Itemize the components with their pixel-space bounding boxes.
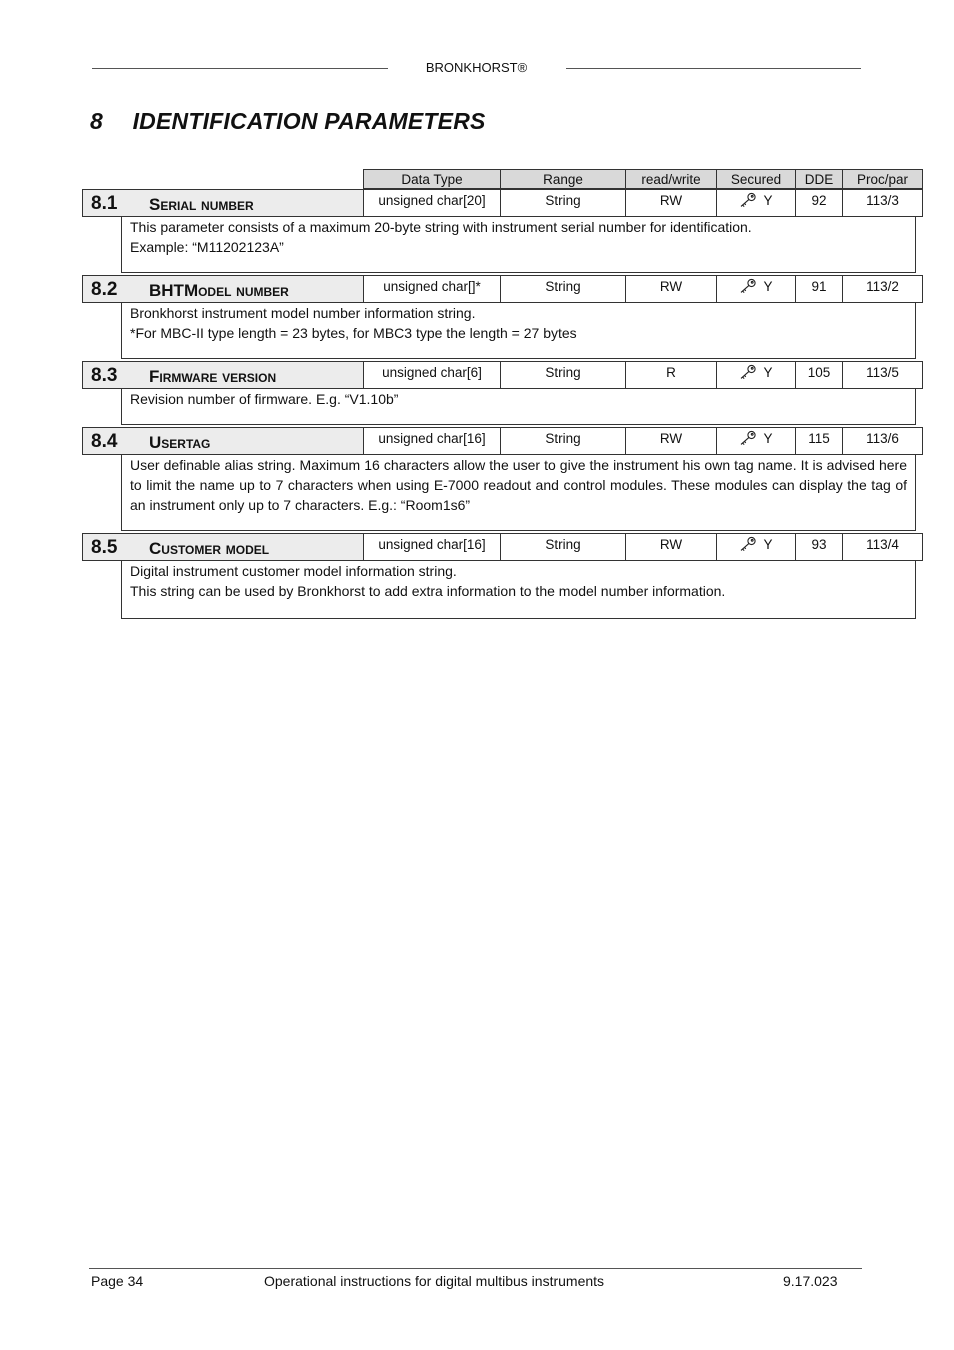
param-section-number: 8.1	[91, 193, 118, 214]
col-header-read-write: read/write	[625, 169, 717, 189]
param-range-cell: String	[500, 427, 626, 455]
header-rule-right	[566, 68, 861, 69]
param-range-cell: String	[500, 361, 626, 389]
col-header-data-type: Data Type	[363, 169, 501, 189]
param-secured-cell	[716, 533, 796, 561]
col-header-secured: Secured	[716, 169, 796, 189]
param-title-cell	[82, 361, 364, 389]
param-section-number: 8.5	[91, 537, 118, 558]
chapter-title: IDENTIFICATION PARAMETERS	[132, 108, 486, 134]
param-proc-par-cell: 113/2	[842, 275, 923, 303]
chapter-number: 8	[90, 108, 103, 134]
param-title-cell	[82, 427, 364, 455]
param-dde-cell: 105	[795, 361, 843, 389]
param-description-line: This string can be used by Bronkhorst to add extra information to the model number information.	[130, 583, 726, 599]
param-description	[121, 561, 916, 619]
param-section-number: 8.3	[91, 365, 118, 386]
footer-document-title: Operational instructions for digital multibus instruments	[264, 1273, 605, 1289]
param-title-cell	[82, 533, 364, 561]
param-description-line: Example: “M11202123A”	[130, 239, 284, 255]
param-description	[121, 455, 916, 531]
param-data-type-cell: unsigned char[]*	[363, 275, 501, 303]
param-data-type-cell: unsigned char[20]	[363, 189, 501, 217]
secured-value: Y	[763, 365, 773, 380]
param-description-line: *For MBC-II type length = 23 bytes, for MBC3 type the length = 27 bytes	[130, 325, 577, 341]
param-title-cell	[82, 275, 364, 303]
param-section-title: Serial number	[149, 195, 254, 214]
param-proc-par-cell: 113/3	[842, 189, 923, 217]
secured-value: Y	[763, 537, 773, 552]
param-dde-cell: 115	[795, 427, 843, 455]
param-title-cell	[82, 189, 364, 217]
param-description-line: This parameter consists of a maximum 20-byte string with instrument serial number for identification.	[130, 219, 752, 235]
footer-page-number: Page 34	[91, 1273, 144, 1289]
param-read-write-cell: R	[625, 361, 717, 389]
param-description-line: Revision number of firmware. E.g. “V1.10b”	[130, 391, 399, 407]
param-section-title: Usertag	[149, 433, 211, 452]
param-data-type-cell: unsigned char[16]	[363, 533, 501, 561]
param-read-write-cell: RW	[625, 533, 717, 561]
param-data-type-cell: unsigned char[16]	[363, 427, 501, 455]
secured-value: Y	[763, 279, 773, 294]
key-icon	[739, 364, 757, 385]
param-description-line: User definable alias string. Maximum 16 characters allow the user to give the instrument his own tag name. It is advised here to limit the name up to 7 characters when using E-7000 readout and control modules. These modules can display the tag of an instrument only up to 7 characters. E.g.: “Room1s6”	[130, 457, 907, 513]
param-range-cell: String	[500, 189, 626, 217]
col-header-range: Range	[500, 169, 626, 189]
param-section-title: Firmware version	[149, 367, 277, 386]
col-header-proc-par: Proc/par	[842, 169, 923, 189]
col-header-dde: DDE	[795, 169, 843, 189]
param-read-write-cell: RW	[625, 275, 717, 303]
param-read-write-cell: RW	[625, 427, 717, 455]
chapter-heading	[90, 108, 486, 135]
key-icon	[739, 430, 757, 451]
param-data-type-cell: unsigned char[6]	[363, 361, 501, 389]
param-secured-cell	[716, 275, 796, 303]
param-description-line: Bronkhorst instrument model number information string.	[130, 305, 476, 321]
param-proc-par-cell: 113/5	[842, 361, 923, 389]
param-description	[121, 303, 916, 359]
param-description	[121, 217, 916, 273]
key-icon	[739, 192, 757, 213]
param-read-write-cell: RW	[625, 189, 717, 217]
key-icon	[739, 278, 757, 299]
param-secured-cell	[716, 361, 796, 389]
param-dde-cell: 92	[795, 189, 843, 217]
param-dde-cell: 93	[795, 533, 843, 561]
param-proc-par-cell: 113/4	[842, 533, 923, 561]
key-icon	[739, 536, 757, 557]
param-dde-cell: 91	[795, 275, 843, 303]
param-description	[121, 389, 916, 425]
param-range-cell: String	[500, 275, 626, 303]
header-rule-left	[92, 68, 388, 69]
param-section-number: 8.4	[91, 431, 118, 452]
param-section-title: Customer model	[149, 539, 270, 558]
param-section-number: 8.2	[91, 279, 118, 300]
footer-document-number: 9.17.023	[783, 1273, 838, 1289]
param-proc-par-cell: 113/6	[842, 427, 923, 455]
param-secured-cell	[716, 189, 796, 217]
header-brand: BRONKHORST®	[425, 60, 528, 75]
param-range-cell: String	[500, 533, 626, 561]
footer-rule	[89, 1268, 862, 1269]
param-secured-cell	[716, 427, 796, 455]
param-description-line: Digital instrument customer model information string.	[130, 563, 457, 579]
param-section-title: BHTModel number	[149, 281, 289, 300]
secured-value: Y	[763, 193, 773, 208]
secured-value: Y	[763, 431, 773, 446]
